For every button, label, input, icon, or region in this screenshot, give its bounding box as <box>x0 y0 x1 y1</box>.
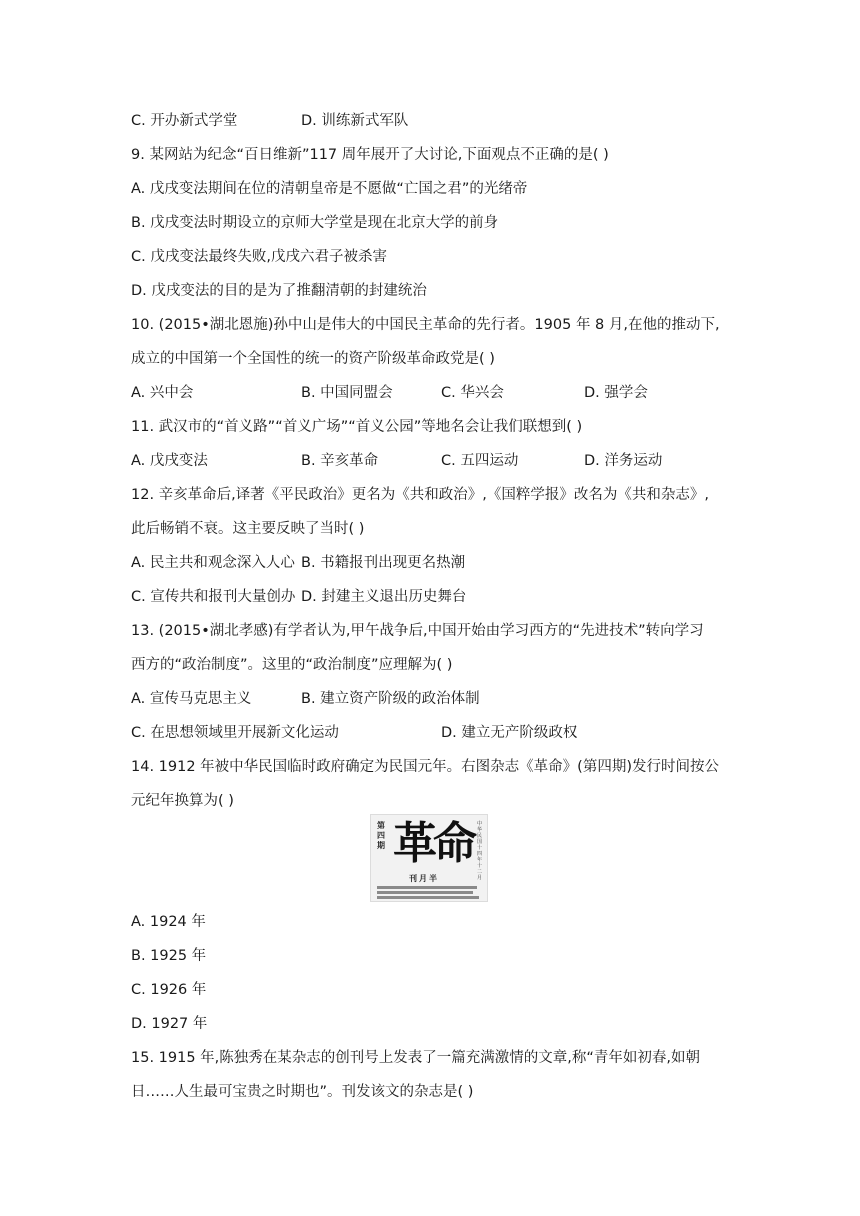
q11-option-b: B. 辛亥革命 <box>301 453 379 469</box>
q11-option-a: A. 戊戌变法 <box>131 453 208 469</box>
q11-stem: 11. 武汉市的“首义路”“首义广场”“首义公园”等地名会让我们联想到( ) <box>131 419 583 435</box>
q10-stem-line1: 10. (2015•湖北恩施)孙中山是伟大的中国民主革命的先行者。1905 年 8 月,在他的推动下, <box>131 317 720 333</box>
q9-stem: 9. 某网站为纪念“百日维新”117 周年展开了大讨论,下面观点不正确的是( ) <box>131 147 609 163</box>
q12-option-b: B. 书籍报刊出现更名热潮 <box>301 555 466 571</box>
q10-option-a: A. 兴中会 <box>131 385 194 401</box>
q11-option-d: D. 洋务运动 <box>584 453 663 469</box>
magazine-subtitle: 刊月半 <box>409 874 439 883</box>
q12-stem-line1: 12. 辛亥革命后,译著《平民政治》更名为《共和政治》,《国粹学报》改名为《共和杂志》, <box>131 487 709 503</box>
magazine-text-line <box>377 891 473 894</box>
magazine-date: 中华民国十四年十二月 <box>477 821 483 881</box>
q14-option-c: C. 1926 年 <box>131 982 207 998</box>
q9-option-b: B. 戊戌变法时期设立的京师大学堂是现在北京大学的前身 <box>131 215 499 231</box>
q13-stem-line1: 13. (2015•湖北孝感)有学者认为,甲午战争后,中国开始由学习西方的“先进技术”转向学习 <box>131 623 704 639</box>
magazine-text-line <box>377 896 479 899</box>
magazine-title: 革命 <box>393 818 473 869</box>
q8-option-c: C. 开办新式学堂 <box>131 113 238 129</box>
q8-option-d: D. 训练新式军队 <box>301 113 409 129</box>
q14-option-d: D. 1927 年 <box>131 1016 208 1032</box>
q13-option-b: B. 建立资产阶级的政治体制 <box>301 691 480 707</box>
q10-stem-line2: 成立的中国第一个全国性的统一的资产阶级革命政党是( ) <box>131 351 495 367</box>
q13-stem-line2: 西方的“政治制度”。这里的“政治制度”应理解为( ) <box>131 657 453 673</box>
q12-option-a: A. 民主共和观念深入人心 <box>131 555 295 571</box>
q15-stem-line1: 15. 1915 年,陈独秀在某杂志的创刊号上发表了一篇充满激情的文章,称“青年如初春,如朝 <box>131 1050 701 1066</box>
q12-option-d: D. 封建主义退出历史舞台 <box>301 589 467 605</box>
q9-option-d: D. 戊戌变法的目的是为了推翻清朝的封建统治 <box>131 283 427 299</box>
q13-option-d: D. 建立无产阶级政权 <box>441 725 578 741</box>
magazine-text-line <box>377 886 477 889</box>
magazine-cover-image <box>370 814 488 902</box>
q10-option-c: C. 华兴会 <box>441 385 504 401</box>
q13-option-a: A. 宣传马克思主义 <box>131 691 252 707</box>
q13-option-c: C. 在思想领域里开展新文化运动 <box>131 725 339 741</box>
q12-stem-line2: 此后畅销不衰。这主要反映了当时( ) <box>131 521 365 537</box>
q10-option-d: D. 强学会 <box>584 385 648 401</box>
magazine-issue-label: 第四期 <box>377 821 385 850</box>
q9-option-a: A. 戊戌变法期间在位的清朝皇帝是不愿做“亡国之君”的光绪帝 <box>131 181 528 197</box>
q14-option-a: A. 1924 年 <box>131 914 206 930</box>
q14-stem-line1: 14. 1912 年被中华民国临时政府确定为民国元年。右图杂志《革命》(第四期)发行时间按公 <box>131 759 719 775</box>
q14-stem-line2: 元纪年换算为( ) <box>131 793 234 809</box>
q12-option-c: C. 宣传共和报刊大量创办 <box>131 589 296 605</box>
q14-option-b: B. 1925 年 <box>131 948 207 964</box>
q10-option-b: B. 中国同盟会 <box>301 385 393 401</box>
q15-stem-line2: 日……人生最可宝贵之时期也”。刊发该文的杂志是( ) <box>131 1084 474 1100</box>
q9-option-c: C. 戊戌变法最终失败,戊戌六君子被杀害 <box>131 249 387 265</box>
q11-option-c: C. 五四运动 <box>441 453 519 469</box>
